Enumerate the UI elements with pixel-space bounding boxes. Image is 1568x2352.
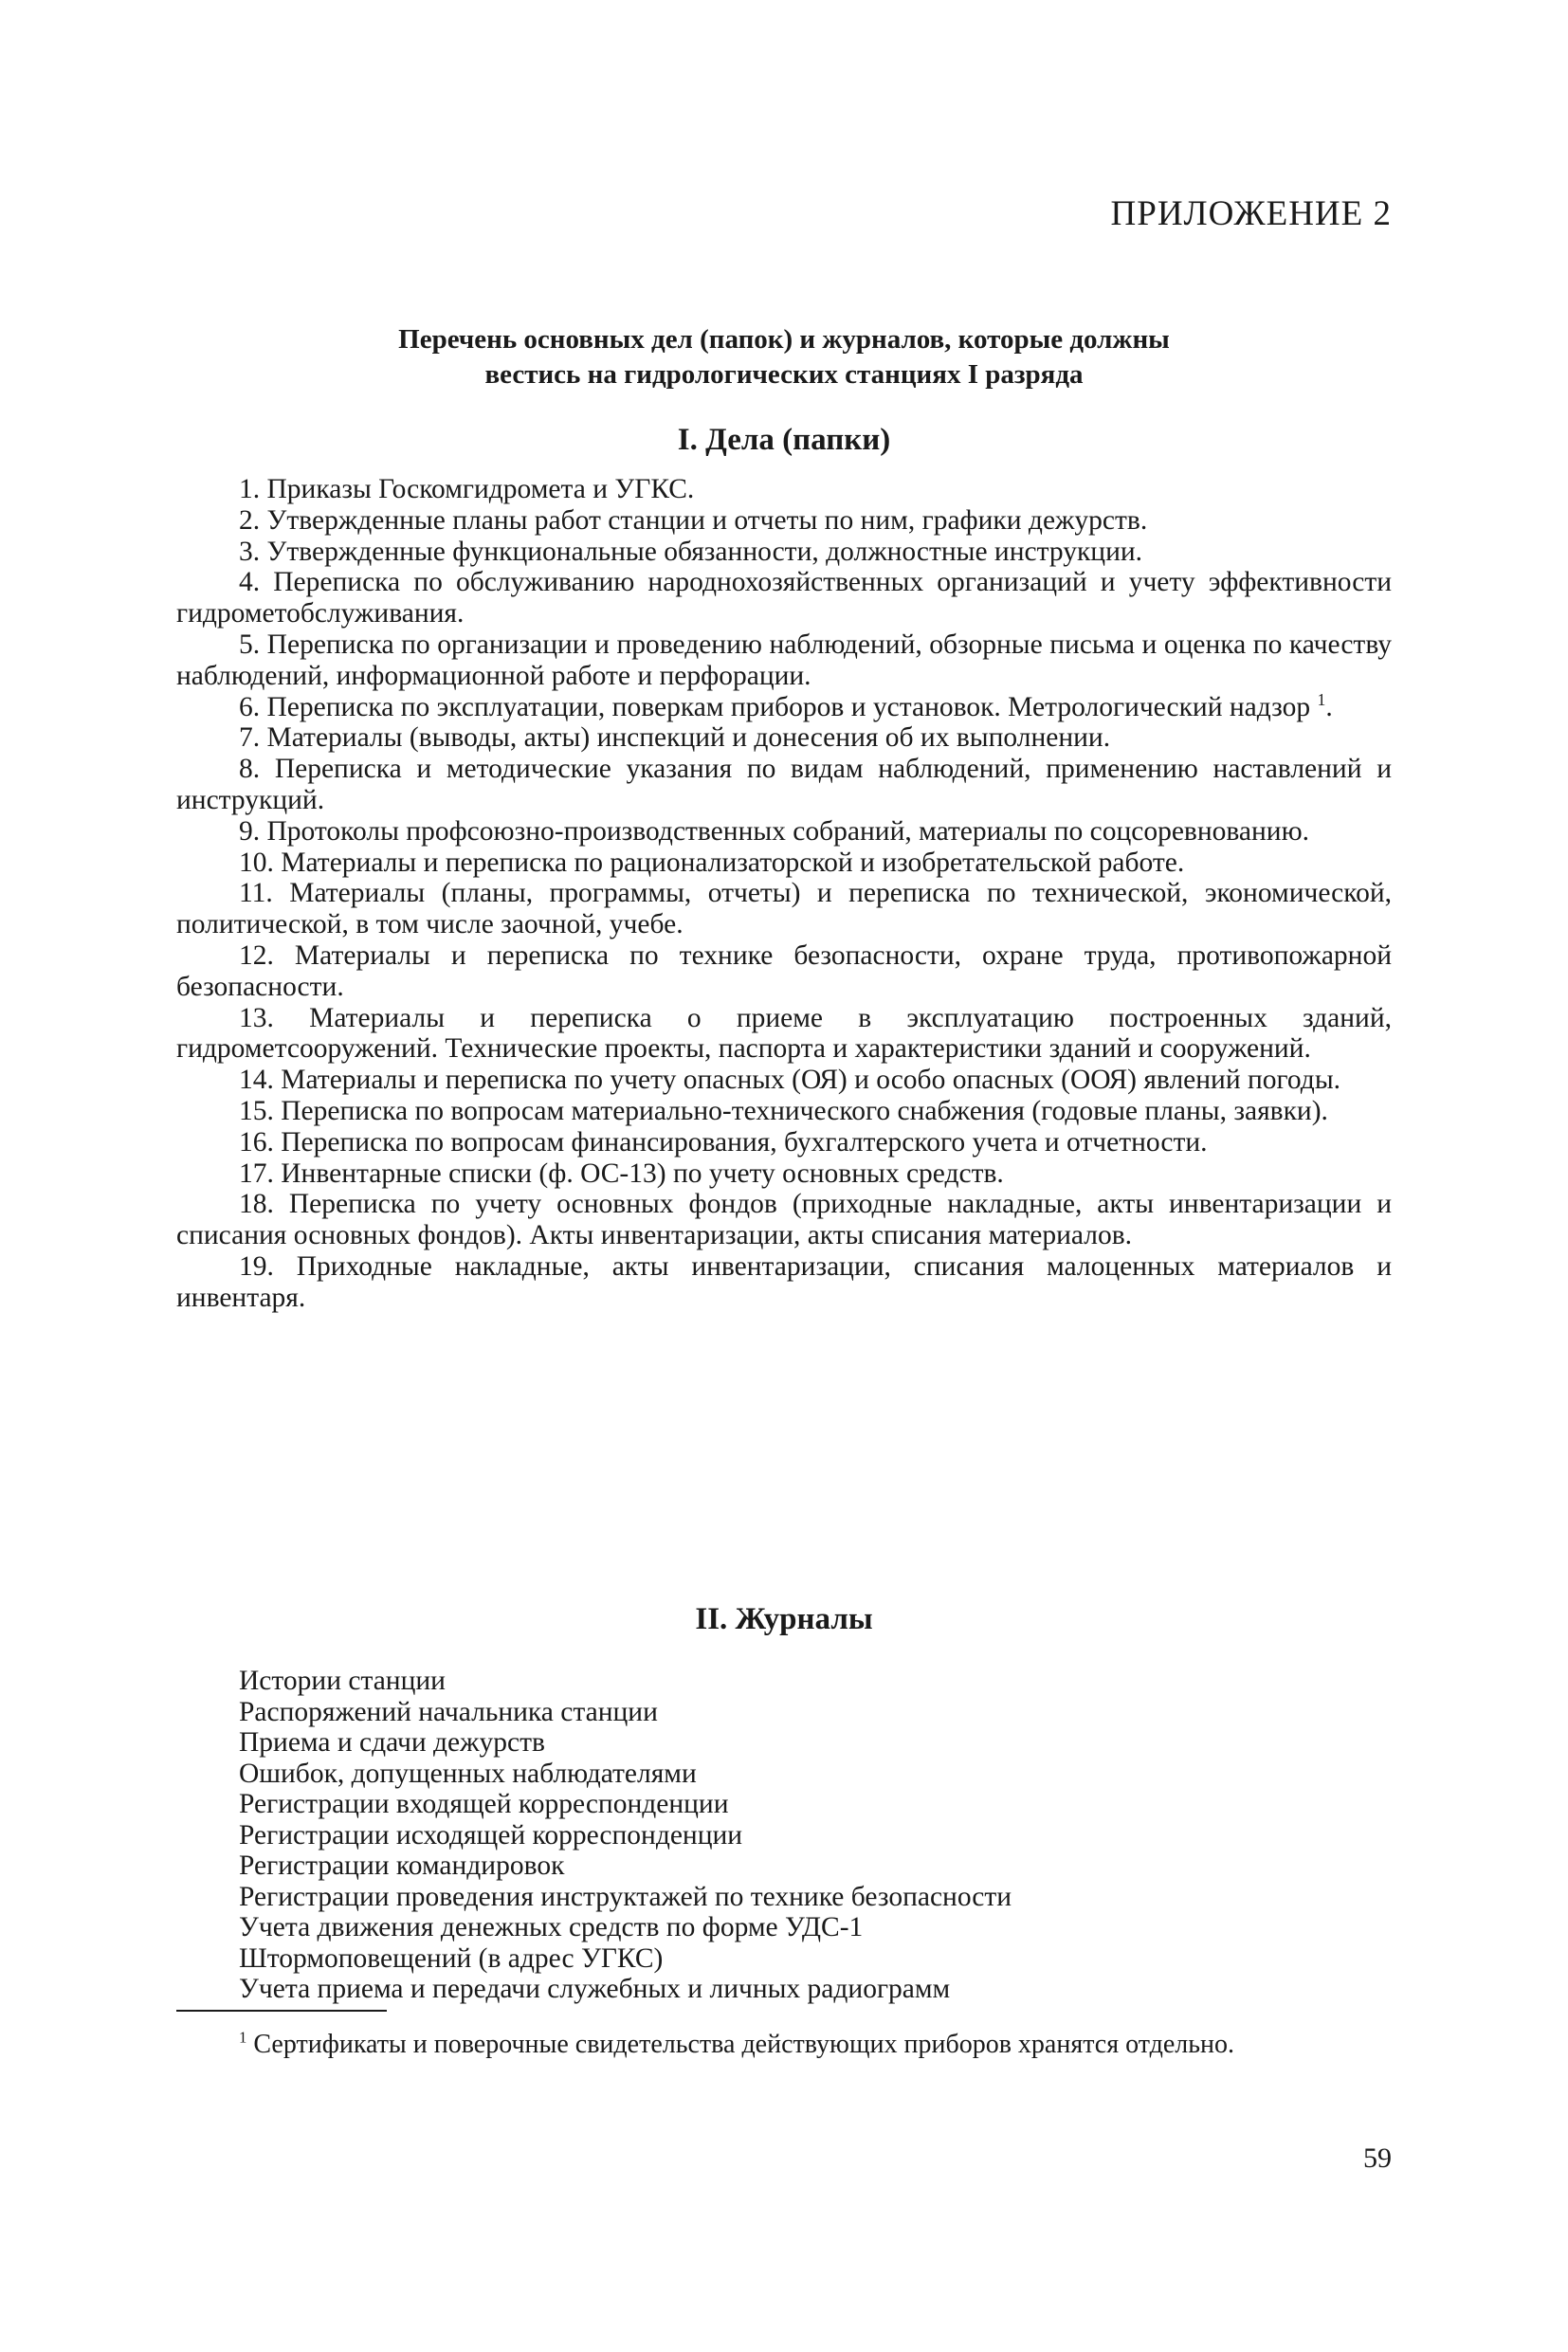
list-item: 5. Переписка по организации и проведению наблюдений, обзорные письма и оценка по качеству наблюдений, информационной работе и перфорации. xyxy=(176,629,1392,691)
list-item: 4. Переписка по обслуживанию народнохозяйственных организаций и учету эффективности гидрометобслуживания. xyxy=(176,567,1392,629)
list-item: 19. Приходные накладные, акты инвентаризации, списания малоценных материалов и инвентаря. xyxy=(176,1250,1392,1313)
document-title xyxy=(237,322,1331,392)
section-1-list xyxy=(176,474,1392,1314)
footnote xyxy=(176,2029,1392,2060)
page-number: 59 xyxy=(1363,2142,1392,2174)
appendix-label: ПРИЛОЖЕНИЕ 2 xyxy=(1110,194,1392,233)
list-item: 3. Утвержденные функциональные обязанности, должностные инструкции. xyxy=(239,536,1143,567)
list-item: 16. Переписка по вопросам финансирования, бухгалтерского учета и отчетности. xyxy=(239,1126,1208,1158)
list-item: 13. Материалы и переписка о приеме в эксплуатацию построенных зданий, гидрометсооружений. Технические проекты, паспорта и характеристики зданий и сооружений. xyxy=(176,1002,1392,1065)
section-2-list xyxy=(239,1666,1012,2005)
list-item: 17. Инвентарные списки (ф. ОС-13) по учету основных средств. xyxy=(239,1158,1004,1189)
section-2-heading: II. Журналы xyxy=(695,1602,873,1636)
list-item: Приема и сдачи дежурств xyxy=(239,1727,545,1758)
list-item: Учета приема и передачи служебных и личных радиограмм xyxy=(239,1974,951,2004)
list-item: 18. Переписка по учету основных фондов (приходные накладные, акты инвентаризации и списания основных фондов). Акты инвентаризации, акты списания материалов. xyxy=(176,1189,1392,1251)
list-item: 14. Материалы и переписка по учету опасных (ОЯ) и особо опасных (ООЯ) явлений погоды. xyxy=(239,1065,1341,1096)
list-item: 15. Переписка по вопросам материально-технического снабжения (годовые планы, заявки). xyxy=(239,1095,1328,1126)
list-item: 8. Переписка и методические указания по видам наблюдений, применению наставлений и инструкций. xyxy=(176,754,1392,815)
list-item: Регистрации входящей корреспонденции xyxy=(239,1789,729,1819)
list-item: Истории станции xyxy=(239,1666,446,1696)
list-item: 7. Материалы (выводы, акты) инспекций и донесения об их выполнении. xyxy=(239,722,1111,754)
list-item: Регистрации проведения инструктажей по технике безопасности xyxy=(239,1881,1012,1912)
footnote-divider xyxy=(176,2010,387,2012)
list-item: 10. Материалы и переписка по рационализаторской и изобретательской работе. xyxy=(239,847,1185,878)
list-item: 1. Приказы Госкомгидромета и УГКС. xyxy=(239,474,695,504)
list-item: Учета движения денежных средств по форме УДС-1 xyxy=(239,1912,864,1942)
list-item: 9. Протоколы профсоюзно-производственных собраний, материалы по соцсоревнованию. xyxy=(239,815,1310,847)
footnote-marker: 1 xyxy=(239,2028,247,2047)
list-item: Ошибок, допущенных наблюдателями xyxy=(239,1758,697,1789)
footnote-marker: 1 xyxy=(1317,689,1326,709)
title-line-1: Перечень основных дел (папок) и журналов, которые должны xyxy=(398,324,1170,355)
section-1-heading: I. Дела (папки) xyxy=(677,423,891,457)
list-item: Штормоповещений (в адрес УГКС) xyxy=(239,1942,664,1974)
list-item: Регистрации командировок xyxy=(239,1851,565,1881)
list-item-text: 6. Переписка по эксплуатации, поверкам приборов и установок. Метрологический надзор xyxy=(239,691,1311,722)
list-item: 12. Материалы и переписка по технике безопасности, охране труда, противопожарной безопасности. xyxy=(176,939,1392,1002)
footnote-text: Сертификаты и поверочные свидетельства действующих приборов хранятся отдельно. xyxy=(253,2030,1234,2059)
list-item: 6. Переписка по эксплуатации, поверкам приборов и установок. Метрологический надзор $^1$. xyxy=(239,689,1333,722)
list-item: 11. Материалы (планы, программы, отчеты) и переписка по технической, экономической, политической, в том числе заочной, учебе. xyxy=(176,878,1392,940)
title-line-2: вестись на гидрологических станциях I разряда xyxy=(484,359,1084,390)
list-item: Регистрации исходящей корреспонденции xyxy=(239,1819,743,1851)
list-item: Распоряжений начальника станции xyxy=(239,1696,658,1727)
list-item: 2. Утвержденные планы работ станции и отчеты по ним, графики дежурств. xyxy=(239,504,1148,536)
